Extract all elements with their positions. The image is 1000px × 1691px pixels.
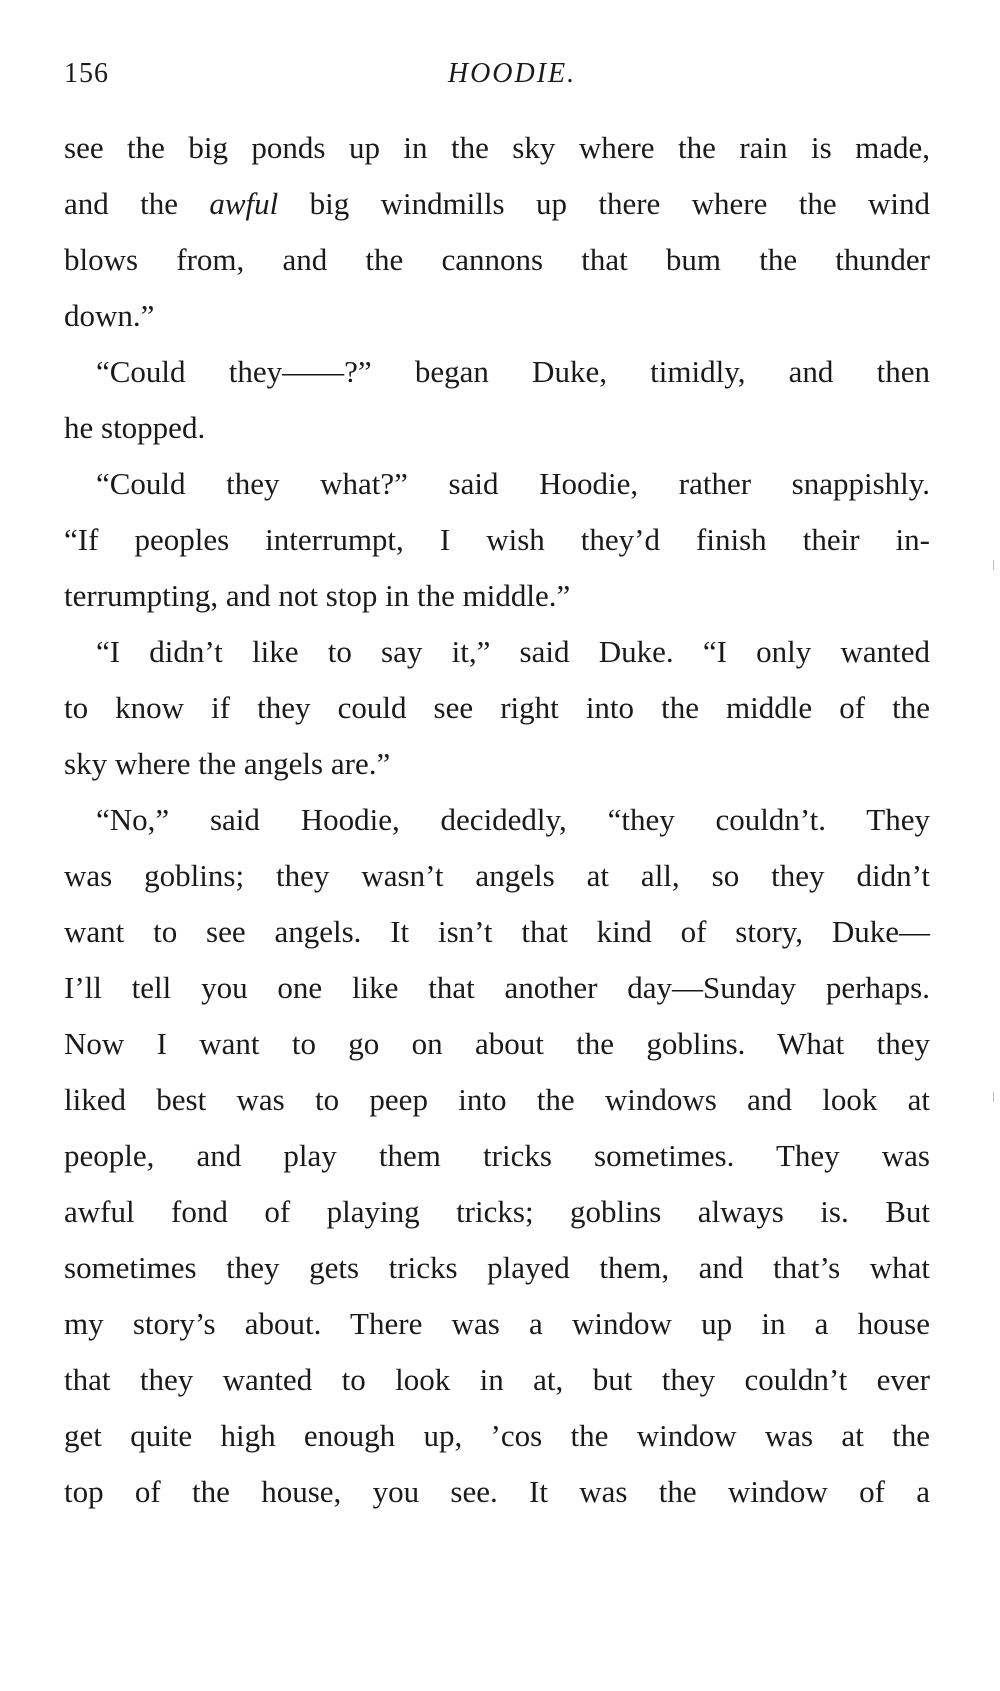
text-line: [64, 1408, 930, 1464]
text-run: “If peoples interrumpt, I wish they’d finish their in-: [64, 522, 930, 557]
text-line: [64, 1352, 930, 1408]
page-header: [64, 52, 930, 96]
text-run: down.”: [64, 298, 155, 333]
text-line: [64, 904, 930, 960]
text-run: big windmills up there where the wind: [278, 186, 930, 221]
text-line: [64, 736, 930, 792]
paragraph: [64, 624, 930, 792]
text-line: [64, 568, 930, 624]
text-line: [64, 1072, 930, 1128]
text-run: liked best was to peep into the windows and look at: [64, 1082, 930, 1117]
text-line: [64, 1296, 930, 1352]
text-line: [64, 1184, 930, 1240]
body-text: [64, 120, 930, 1520]
text-line: [64, 232, 930, 288]
text-line: [64, 512, 930, 568]
text-line: [64, 176, 930, 232]
text-line: [64, 792, 930, 848]
text-run: want to see angels. It isn’t that kind of story, Duke—: [64, 914, 930, 949]
text-line: [64, 456, 930, 512]
text-line: [64, 848, 930, 904]
text-line: [64, 1128, 930, 1184]
text-run: he stopped.: [64, 410, 206, 445]
text-run: sometimes they gets tricks played them, and that’s what: [64, 1250, 930, 1285]
text-run: sky where the angels are.”: [64, 746, 391, 781]
text-run: that they wanted to look in at, but they couldn’t ever: [64, 1362, 930, 1397]
text-line: [64, 1240, 930, 1296]
text-line: [64, 1464, 930, 1520]
text-run: “Could they——?” began Duke, timidly, and then: [96, 354, 930, 389]
text-run: top of the house, you see. It was the window of a: [64, 1474, 930, 1509]
margin-mark: [993, 1092, 994, 1102]
text-run: “I didn’t like to say it,” said Duke. “I only wanted: [96, 634, 930, 669]
text-run: I’ll tell you one like that another day—Sunday perhaps.: [64, 970, 930, 1005]
text-run: “Could they what?” said Hoodie, rather snappishly.: [96, 466, 930, 501]
paragraph: [64, 792, 930, 1520]
running-head: HOODIE.: [447, 58, 577, 89]
text-line: [64, 120, 930, 176]
text-run: terrumpting, and not stop in the middle.”: [64, 578, 571, 613]
book-page: [64, 52, 930, 1520]
text-line: [64, 344, 930, 400]
paragraph: [64, 344, 930, 456]
paragraph: [64, 120, 930, 344]
text-run: blows from, and the cannons that bum the thunder: [64, 242, 930, 277]
text-line: [64, 1016, 930, 1072]
page-number: 156: [64, 58, 109, 89]
text-run: see the big ponds up in the sky where the rain is made,: [64, 130, 930, 165]
text-line: [64, 400, 930, 456]
text-run: was goblins; they wasn’t angels at all, so they didn’t: [64, 858, 930, 893]
text-run: to know if they could see right into the middle of the: [64, 690, 930, 725]
text-line: [64, 288, 930, 344]
margin-mark: [993, 560, 994, 570]
text-run: awful fond of playing tricks; goblins always is. But: [64, 1194, 930, 1229]
text-run: Now I want to go on about the goblins. What they: [64, 1026, 930, 1061]
paragraph: [64, 456, 930, 624]
text-run: “No,” said Hoodie, decidedly, “they couldn’t. They: [96, 802, 930, 837]
text-line: [64, 680, 930, 736]
text-run: get quite high enough up, ’cos the window was at the: [64, 1418, 930, 1453]
text-line: [64, 624, 930, 680]
text-run: people, and play them tricks sometimes. They was: [64, 1138, 930, 1173]
emphasis: awful: [209, 186, 279, 221]
text-run: my story’s about. There was a window up in a house: [64, 1306, 930, 1341]
text-run: and the: [64, 186, 210, 221]
text-line: [64, 960, 930, 1016]
